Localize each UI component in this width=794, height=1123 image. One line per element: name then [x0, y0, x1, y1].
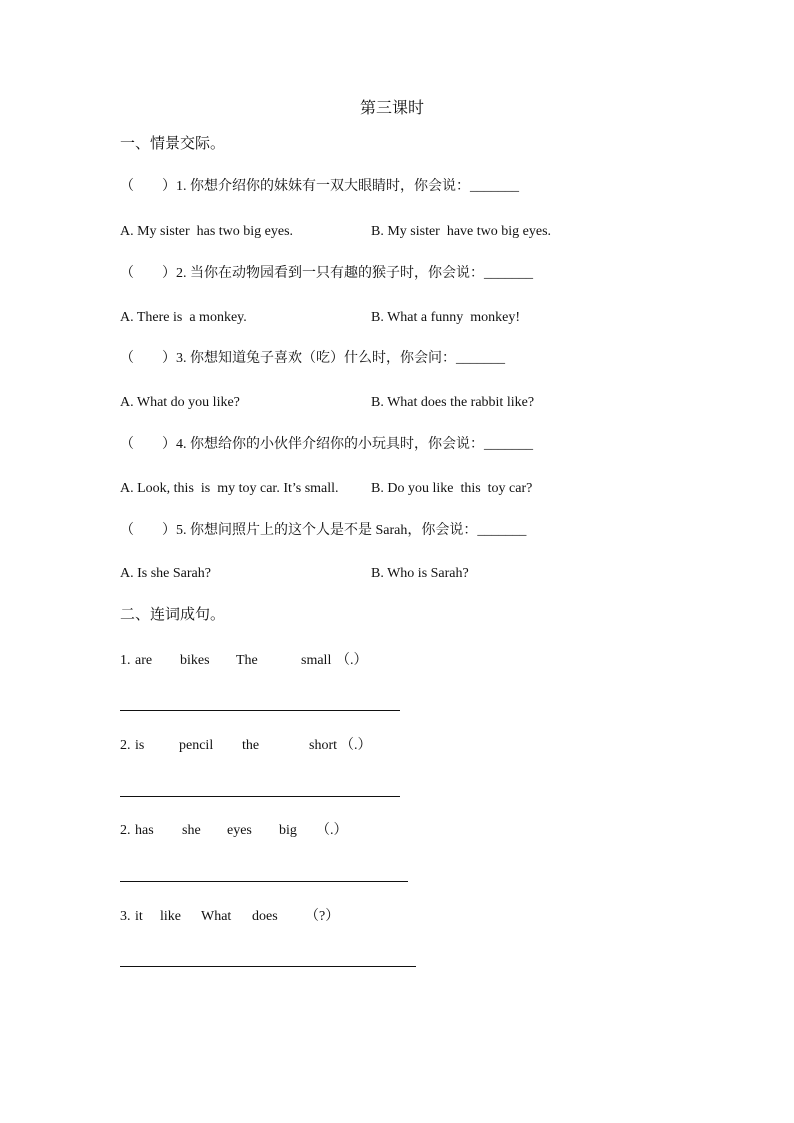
question-4-option-b: B. Do you like this toy car?: [371, 481, 533, 496]
sentence-1-word: small: [301, 653, 332, 668]
question-2-option-b: B. What a funny monkey!: [371, 310, 521, 325]
sentence-4-punctuation: （?）: [305, 909, 340, 924]
sentence-3-punctuation: （.）: [316, 823, 348, 838]
sentence-3-word: has: [135, 823, 154, 838]
sentence-2-word: pencil: [179, 738, 214, 753]
question-3-prompt: （ ）3. 你想知道兔子喜欢（吃）什么时，你会问：_______: [120, 351, 505, 366]
question-3-option-a: A. What do you like?: [120, 395, 240, 410]
section2-heading: 二、连词成句。: [120, 607, 226, 623]
sentence-2-number: 2.: [120, 738, 131, 753]
sentence-1-word: The: [236, 653, 258, 668]
question-4-prompt: （ ）4. 你想给你的小伙伴介绍你的小玩具时，你会说：_______: [120, 437, 533, 452]
page-title: 第三课时: [360, 100, 425, 117]
sentence-2-word: the: [242, 738, 260, 753]
question-1-option-b: B. My sister have two big eyes.: [371, 224, 552, 239]
question-4-option-a: A. Look, this is my toy car. It’s small.: [120, 481, 339, 496]
sentence-3-word: she: [182, 823, 201, 838]
sentence-4-number: 3.: [120, 909, 131, 924]
sentence-3-word: big: [279, 823, 297, 838]
sentence-1-number: 1.: [120, 653, 131, 668]
sentence-3-answer-line: [120, 881, 408, 882]
sentence-4-word: What: [201, 909, 232, 924]
sentence-1-word: are: [135, 653, 153, 668]
sentence-1-answer-line: [120, 710, 400, 711]
question-3-option-b: B. What does the rabbit like?: [371, 395, 535, 410]
sentence-4-answer-line: [120, 966, 416, 967]
sentence-4-word: it: [135, 909, 143, 924]
sentence-2-word: short: [309, 738, 337, 753]
question-5-option-a: A. Is she Sarah?: [120, 566, 211, 581]
sentence-4-word: like: [160, 909, 181, 924]
section1-heading: 一、情景交际。: [120, 136, 226, 152]
sentence-1-word: bikes: [180, 653, 210, 668]
sentence-4-word: does: [252, 909, 278, 924]
sentence-1-punctuation: （.）: [336, 653, 368, 668]
sentence-2-answer-line: [120, 796, 400, 797]
question-5-option-b: B. Who is Sarah?: [371, 566, 469, 581]
question-2-prompt: （ ）2. 当你在动物园看到一只有趣的猴子时，你会说：_______: [120, 266, 533, 281]
question-1-prompt: （ ）1. 你想介绍你的妹妹有一双大眼睛时，你会说：_______: [120, 179, 519, 194]
question-1-option-a: A. My sister has two big eyes.: [120, 224, 294, 239]
sentence-2-punctuation: （.）: [340, 738, 372, 753]
question-2-option-a: A. There is a monkey.: [120, 310, 247, 325]
sentence-3-number: 2.: [120, 823, 131, 838]
question-5-prompt: （ ）5. 你想问照片上的这个人是不是 Sarah，你会说：_______: [120, 523, 527, 538]
sentence-2-word: is: [135, 738, 145, 753]
sentence-3-word: eyes: [227, 823, 252, 838]
